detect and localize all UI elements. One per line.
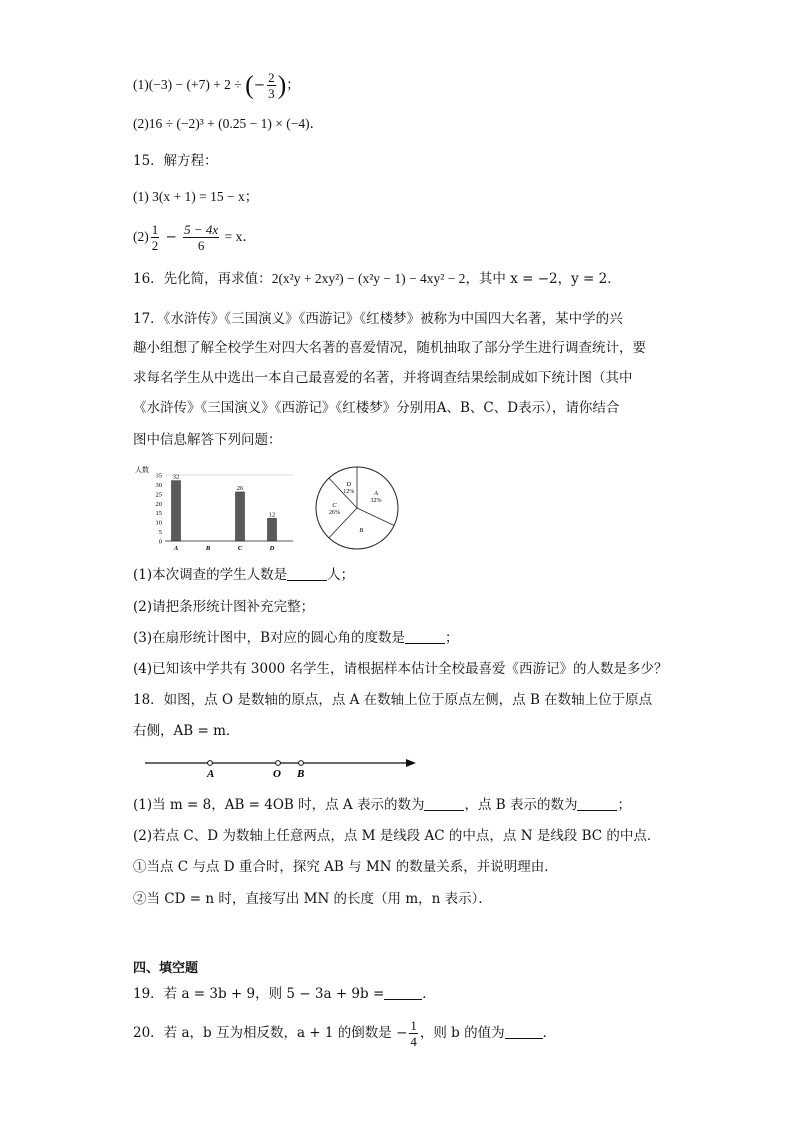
q15-p2-end: = x． (221, 229, 256, 244)
q20-text-b: ，则 b 的值为 (419, 1025, 505, 1041)
q18-sub1-text-b: ，点 B 表示的数为 (464, 797, 578, 813)
slice-percent: 12% (343, 489, 355, 496)
q18-sub1-text: (1)当 m = 8，AB = 4OB 时，点 A 表示的数为 (133, 797, 425, 813)
y-tick-label: 30 (155, 481, 162, 489)
q16-text: 16．先化简，再求值： (133, 271, 272, 287)
bar-chart (135, 463, 305, 555)
number-line-figure (140, 752, 420, 782)
q17-sub3-end: ； (445, 630, 459, 646)
pie-chart (310, 463, 405, 553)
point-a (208, 761, 213, 766)
q18-sub1-end: ； (617, 797, 631, 813)
q17-line5: 图中信息解答下列问题： (133, 432, 282, 448)
q18-line2: 右侧，AB = m． (133, 723, 240, 739)
section-title: 四、填空题 (133, 961, 199, 976)
fraction-denominator: 2 (151, 238, 159, 253)
q17-sub2: (2)请把条形统计图补充完整； (133, 599, 315, 615)
q18-sub1 (133, 796, 631, 814)
answer-blank[interactable] (384, 985, 422, 1000)
fraction-denominator: 4 (410, 1034, 417, 1049)
answer-blank[interactable] (505, 1024, 543, 1039)
answer-blank[interactable] (405, 629, 445, 644)
slice-label: B (359, 527, 364, 535)
q17-line2: 趣小组想了解全校学生对四大名著的喜爱情况，随机抽取了部分学生进行调查统计，要 (133, 340, 646, 356)
q17-sub3-text: (3)在扇形统计图中，B对应的圆心角的度数是 (133, 630, 406, 646)
y-tick-label: 5 (158, 529, 162, 537)
fraction-denominator: 6 (197, 238, 205, 253)
x-tick-label: B (205, 545, 211, 552)
q17-sub4: (4)已知该中学共有 3000 名学生，请根据样本估计全校最喜爱《西游记》的人数是多少？ (133, 661, 668, 677)
label-a: A (207, 768, 215, 780)
q14-part2 (133, 115, 323, 133)
fraction (267, 70, 276, 101)
fraction-numerator: 1 (151, 222, 159, 237)
fraction (183, 222, 219, 253)
slice-percent: 32% (370, 497, 382, 504)
slice-label: D (346, 481, 352, 489)
arrow-icon (406, 759, 416, 767)
q19 (133, 985, 436, 1003)
q14-p2-expr: 16 ÷ (−2)³ + (0.25 − 1) × (−4) (148, 116, 310, 131)
label-b: B (297, 768, 305, 780)
y-tick-label: 20 (155, 500, 162, 508)
q14-p1-label: (1) (133, 77, 149, 92)
y-tick-label: 25 (155, 491, 162, 499)
q14-p1-end: ； (286, 77, 300, 93)
data-label: 12 (268, 511, 276, 519)
q14-p2-end: ． (309, 116, 324, 132)
bar (172, 481, 181, 541)
x-tick-label: C (237, 545, 243, 552)
q17-line4: 《水浒传》《三国演义》《西游记》《红楼梦》分别用A、B、C、D表示），请你结合 (133, 400, 620, 416)
q15-part1: (1) 3(x + 1) = 15 − x； (133, 189, 259, 204)
left-paren: ( (245, 70, 254, 100)
fraction-numerator: 2 (268, 70, 275, 85)
data-label: 32 (172, 473, 180, 481)
fraction-denominator: 3 (268, 86, 275, 101)
q18-sub2-1: ①当点 C 与点 D 重合时，探究 AB 与 MN 的数量关系，并说明理由． (133, 859, 558, 875)
slice-label: A (374, 489, 379, 497)
q16-expr: 2(x²y + 2xy²) − (x²y − 1) − 4xy² − 2 (271, 271, 466, 286)
q16 (133, 270, 621, 288)
q17-line1: 17．《水浒传》《三国演义》《西游记》《红楼梦》被称为中国四大名著，某中学的兴 (133, 311, 623, 327)
q17-sub3 (133, 629, 459, 647)
y-tick-label: 15 (155, 510, 162, 518)
answer-blank[interactable] (424, 796, 464, 811)
x-tick-label: A (173, 545, 179, 552)
y-tick-label: 10 (155, 519, 162, 527)
q18-sub2: (2)若点 C、D 为数轴上任意两点，点 M 是线段 AC 的中点，点 N 是线段 BC 的中点． (133, 828, 661, 844)
q17-sub1 (133, 566, 354, 584)
q17-sub1-end: 人； (327, 567, 355, 583)
q20-end: ． (542, 1025, 557, 1041)
q19-end: ． (422, 986, 436, 1002)
fraction (151, 222, 160, 253)
q17-sub1-text: (1)本次调查的学生人数是 (133, 567, 288, 583)
bar (236, 492, 245, 541)
slice-label: C (332, 502, 337, 509)
q16-cond: ，其中 x = −2，y = 2． (465, 271, 621, 287)
fraction-numerator: 1 (410, 1018, 417, 1033)
answer-blank[interactable] (577, 796, 617, 811)
q14-part1: (1)(−3) − (+7) + 2 ÷ (− $\frac{2}{3}$ )； (133, 70, 300, 101)
q20 (133, 1018, 556, 1049)
data-label: 26 (236, 484, 244, 492)
point-o (276, 761, 281, 766)
q18-sub2-2: ②当 CD = n 时，直接写出 MN 的长度（用 m，n 表示）． (133, 891, 492, 907)
y-axis-label: 人数 (135, 466, 149, 474)
q18-line1: 18．如图，点 O 是数轴的原点，点 A 在数轴上位于原点左侧，点 B 在数轴上位于原点 (133, 692, 653, 708)
answer-blank[interactable] (287, 566, 327, 581)
q14-p1-expr: (−3) − (+7) + 2 ÷ (148, 77, 246, 92)
point-b (299, 761, 304, 766)
q20-text: 20．若 a，b 互为相反数，a + 1 的倒数是 − (133, 1025, 408, 1041)
slice-percent: 26% (328, 510, 340, 516)
fraction-numerator: 5 − 4x (184, 222, 219, 237)
q15-title: 15．解方程： (133, 153, 218, 169)
y-tick-label: 0 (158, 538, 162, 546)
q14-p2-label: (2) (133, 116, 149, 131)
right-paren: ) (277, 70, 287, 100)
q17-line3: 求每名学生从中选出一本自己最喜爱的名著，并将调查结果绘制成如下统计图（其中 (133, 370, 633, 386)
q15-p2-label: (2) (133, 229, 149, 244)
bar (268, 518, 277, 541)
fraction (409, 1018, 418, 1049)
y-tick-label: 35 (155, 472, 162, 480)
q19-text: 19．若 a = 3b + 9，则 5 − 3a + 9b = (133, 986, 385, 1002)
label-o: O (273, 768, 281, 780)
q15-part2: (2) $\frac{1}{2}$ − $\frac{5 - 4x}{6}$ = x． (133, 222, 256, 253)
x-tick-label: D (269, 545, 275, 552)
